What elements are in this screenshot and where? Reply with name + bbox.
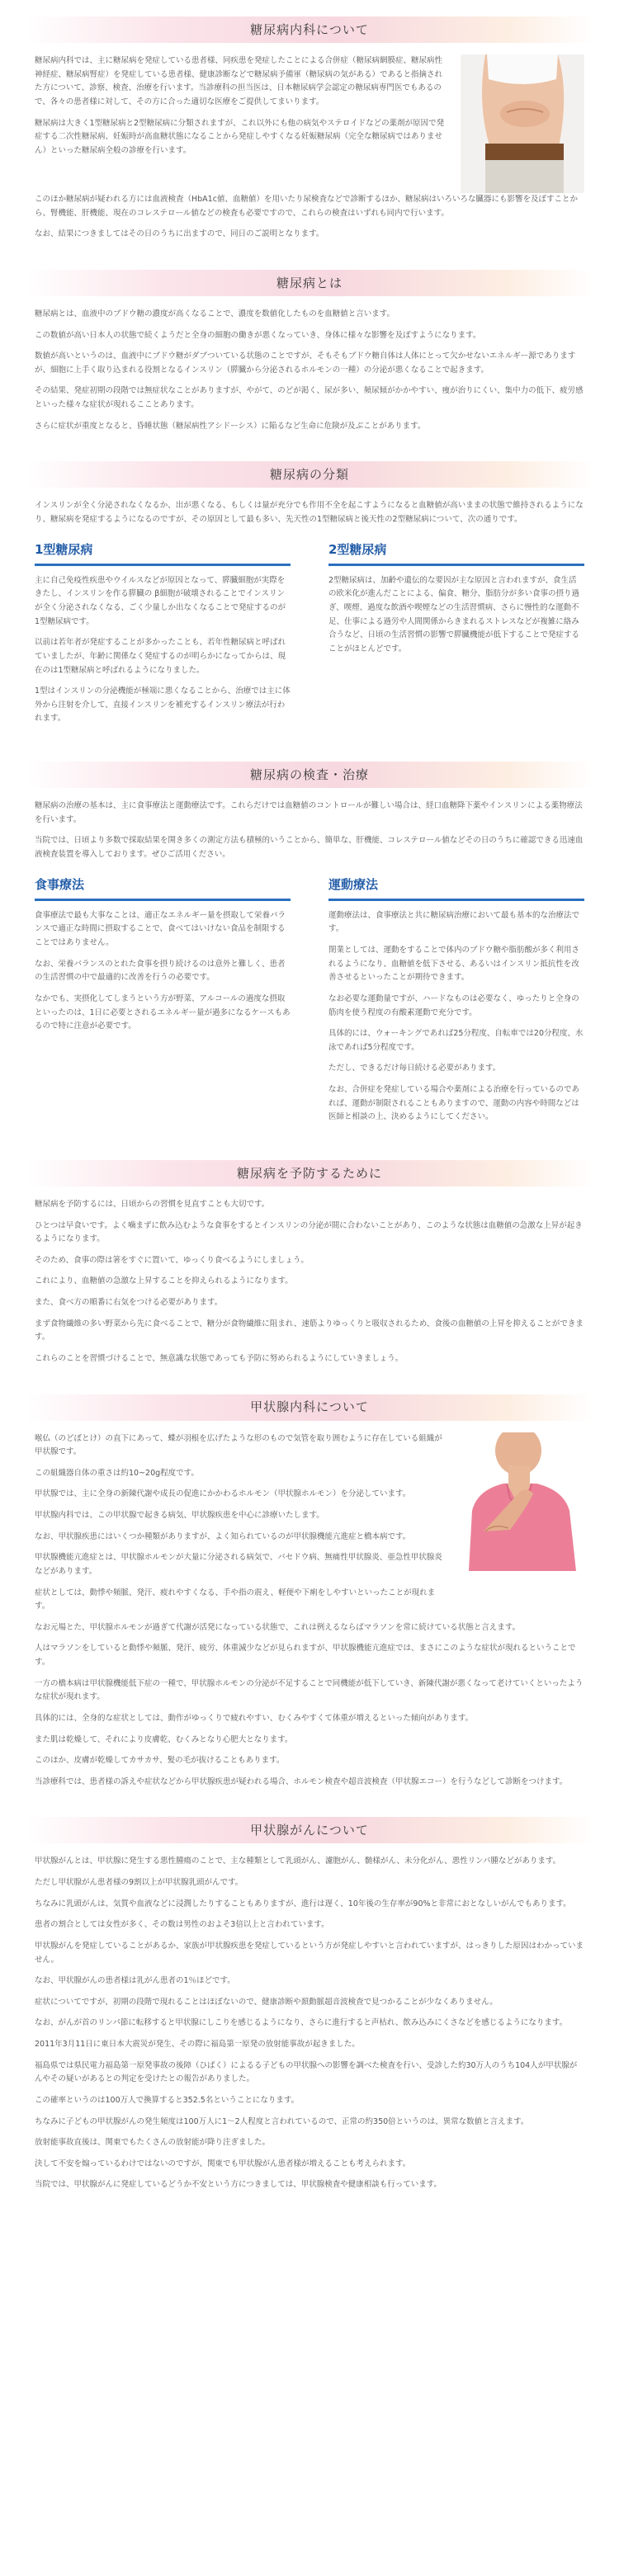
paragraph: 人はマラソンをしていると動悸や頻脈、発汗、疲労、体重減少などが見られますが、甲状腺機能亢進症では、まさにこのような症状が現れるということです。 xyxy=(35,1644,576,1667)
diet-column xyxy=(35,874,291,1132)
throat-photo xyxy=(461,1432,584,1571)
paragraph: 決して不安を煽っているわけではないのですが、関東でも甲状腺がん患者様が増えることも考えられます。 xyxy=(35,2158,411,2168)
paragraph: なかでも、実摂化してしまうという方が野菜、アルコールの過度な摂取といったのは、1日に必要とされるエネルギー量が過多になるケースもあるので特に注意が必要です。 xyxy=(35,993,291,1031)
thyroid-dept-row xyxy=(35,1432,584,1621)
type2-column xyxy=(328,539,584,734)
paragraph: また、食べ方の順番に右気をつける必要があります。 xyxy=(35,1298,223,1307)
section-title-thyroid-dept: 甲状腺内科について xyxy=(26,1394,593,1421)
paragraph: 甲状腺がんとは、甲状腺に発生する悪性腫瘍のことで、主な種類として乳頭がん、濾胞がん、髄様がん、未分化がん、悪性リンパ腫などがあります。 xyxy=(35,1857,561,1866)
section-exam-treatment xyxy=(35,762,584,1132)
section-diabetes-types xyxy=(35,461,584,734)
paragraph: ちなみに子どもの甲状腺がんの発生頻度は100万人に1～2人程度と言われているので、正常の約350倍というのは、異常な数値と言えます。 xyxy=(35,2116,529,2126)
paragraph: 喉仏（のどぼとけ）の直下にあって、蝶が羽根を広げたような形のもので気管を取り囲むように存在している組織が甲状腺です。 xyxy=(35,1433,442,1457)
paragraph: また肌は乾燥して、それにより皮膚乾、むくみとなり心肥大となります。 xyxy=(35,1734,293,1744)
paragraph: なお、結果につきましてはその日のうちに出ますので、同日のご説明となります。 xyxy=(35,229,324,239)
paragraph: 以前は若年者が発症することが多かったことも、若年性糖尿病と呼ばれていましたが、年齢に関係なく発症するのが明らかになってからは、現在のは1型糖尿病と呼ばれるようになりました。 xyxy=(35,638,286,675)
paragraph: さらに症状が重度となると、昏睡状態（糖尿病性アシドーシス）に陥るなど生命に危険が及ぶことがあります。 xyxy=(35,421,426,431)
paragraph: 1型はインスリンの分泌機能が極端に悪くなることから、治療では主に体外から注射を介して、直接インスリンを補充するインスリン療法が行われます。 xyxy=(35,686,291,724)
paragraph: 閉業としては、運動をすることで体内のブドウ糖や脂肪酸が多く利用されるようになり、血糖値を低下させる、あるいはインスリン抵抗性を改善させるといったことが期待できます。 xyxy=(328,946,580,983)
paragraph: 数値が高いというのは、血液中にブドウ糖がダブついている状態のことですが、そもそもブドウ糖自体は人体にとって欠かせないエネルギー源でありますが、細胞に上手く取り込まれる役割となるインスリン（膵臓から分泌されるホルモンの一種）の分泌が悪くなることで起きます。 xyxy=(35,351,576,375)
paragraph: なお、甲状腺疾患にはいくつか種類がありますが、よく知られているのが甲状腺機能亢進症と橋本病です。 xyxy=(35,1531,411,1541)
paragraph: 甲状腺がんを発症していることがあるか、家族が甲状腺疾患を発症しているという方が発症しやすいと言われていますが、はっきりした原因はわかっていません。 xyxy=(35,1941,584,1965)
paragraph: 具体的には、全身的な症状としては、動作がゆっくりで疲れやすい、むくみやすくて体重が増えるといった傾向があります。 xyxy=(35,1713,474,1723)
paragraph: このほか、皮膚が乾燥してカサカサ、髪の毛が抜けることもあります。 xyxy=(35,1756,285,1766)
section-thyroid-dept xyxy=(35,1394,584,1790)
paragraph: まず食物繊維の多い野菜から先に食べることで、糖分が食物繊維に阻まれ、速筋よりゆっくりと吸収されるため、食後の血糖値の上昇を抑えることができます。 xyxy=(35,1319,584,1342)
section-title-thyroid-cancer: 甲状腺がんについて xyxy=(26,1817,593,1843)
paragraph: 甲状腺では、主に全身の新陳代謝や成長の促進にかかわるホルモン（甲状腺ホルモン）を分泌しています。 xyxy=(35,1489,411,1499)
paragraph: なお、合併症を発症している場合や薬剤による治療を行っているのであれば、運動が制限されることもありますので、運動の内容や時間などは医師と相談の上、決めるようにしてください。 xyxy=(328,1085,580,1122)
type2-heading: 2型糖尿病 xyxy=(328,539,584,566)
exercise-column xyxy=(328,874,584,1132)
paragraph: 当院では、甲状腺がんに発症しているどうか不安という方につきましては、甲状腺検査や健康相談も行っています。 xyxy=(35,2180,442,2190)
paragraph: 運動療法は、食事療法と共に糖尿病治療において最も基本的な治療法です。 xyxy=(328,910,580,934)
paragraph: 甲状腺機能亢進症とは、甲状腺ホルモンが大量に分泌される病気で、バセドウ病、無痛性甲状腺炎、亜急性甲状腺炎などがあります。 xyxy=(35,1553,442,1576)
paragraph: その結果、発症初期の段階では無症状なことがありますが、やがて、のどが渇く、尿が多い、頻尿傾がかかやすい、痩が治りにくい、集中力の低下、疲労感といった様々な症状が現れるこことあります。 xyxy=(35,386,584,409)
section-thyroid-cancer xyxy=(35,1817,584,2192)
paragraph: なお、甲状腺がんの患者様は乳がん患者の1％ほどです。 xyxy=(35,1976,235,1986)
type1-column xyxy=(35,539,291,734)
paragraph: これにより、血糖値の急激な上昇することを抑えられるようになります。 xyxy=(35,1276,293,1286)
paragraph: 糖尿病は大きく1型糖尿病と2型糖尿病に分類されますが、これ以外にも他の病気やステロイドなどの薬剤が原因で発症する二次性糖尿病、妊娠時が高血糖状態になることから発症しやすくなる妊娠糖尿病（完全な糖尿病ではありません）といった糖尿病全般の診療を行います。 xyxy=(35,118,445,155)
paragraph: この確率というのは100万人で換算すると352.5名ということになります。 xyxy=(35,2095,300,2105)
paragraph: 福島県では県民電力福島第一原発事故の後障（ひばく）によるる子どもの甲状腺への影響を調べた検査を行い、受診した約30万人のうち104人が甲状腺がんやその疑いがあるとの判定を受けたとの報告がありました。 xyxy=(35,2060,578,2084)
section-title-exam-treatment: 糖尿病の検査・治療 xyxy=(26,762,593,788)
paragraph: 主に自己免疫性疾患やウイルスなどが原因となって、膵臓細胞が実際をきたし、インスリンを作る膵臓の β細胞が破壊されることでインスリンが全く分泌されなくなる、ごく少量しか出なくなることで発症するのが1型糖尿病です。 xyxy=(35,575,286,626)
paragraph: 甲状腺内科では、この甲状腺で起きる病気、甲状腺疾患を中心に診療いたします。 xyxy=(35,1511,324,1520)
paragraph: 糖尿病とは、血液中のブドウ糖の濃度が高くなることで、濃度を数値化したものを血糖値と言います。 xyxy=(35,309,395,318)
paragraph: 当院では、日頃より多数で採取結果を開き多くの測定方法も積極的いうことから、簡単な、肝機能、コレステロール値などその日のうちに確認できる迅速血液検査装置を導入しております。ぜひご活用ください。 xyxy=(35,836,584,859)
diabetes-types-columns xyxy=(35,539,584,734)
paragraph: ちなみに乳頭がんは、気質や血液などに浸潤したりすることもありますが、進行は遅く、10年後の生存率が90%と非常におとなしいがんでもあります。 xyxy=(35,1899,571,1908)
diabetes-dept-text xyxy=(35,54,446,193)
section-what-is-diabetes xyxy=(35,270,584,433)
paragraph: なお必要な運動量ですが、ハードなものは必要なく、ゆったりと全身の筋肉を使う程度の有酸素運動で充分です。 xyxy=(328,993,579,1017)
diet-heading: 食事療法 xyxy=(35,874,291,901)
paragraph: ただし甲状腺がん患者様の9割以上が甲状腺乳頭がんです。 xyxy=(35,1878,243,1887)
paragraph: なお、栄養バランスのとれた食事を摂り続けるのは意外と難しく、患者の生活習慣の中で最適的に改善を行うの必要です。 xyxy=(35,959,286,983)
paragraph: 症状についてですが、初期の段階で現れることはほぼないので、健康診断や頚動脈超音波検査で見つかることが少なくありません。 xyxy=(35,1997,498,2007)
paragraph: 当診療科では、患者様の訴えや症状などから甲状腺疾患が疑われる場合、ホルモン検査や超音波検査（甲状腺エコー）を行うなどして診断をつけます。 xyxy=(35,1776,568,1786)
paragraph: ただし、できるだけ毎日続ける必要があります。 xyxy=(328,1064,501,1073)
exercise-heading: 運動療法 xyxy=(328,874,584,901)
paragraph: これらのことを習慣づけることで、無意識な状態であっても予防に努められるようにしていきましょう。 xyxy=(35,1353,404,1363)
paragraph: なお元場とた、甲状腺ホルモンが過ぎて代謝が活発になっている状態で、これは例えるならばマラソンを常に続けている状態と言えます。 xyxy=(35,1622,521,1632)
paragraph: 症状としては、動悸や頻脈、発汗、疲れやすくなる、手や指の震え、軽便や下痢をしやすいといったことが現れます。 xyxy=(35,1588,436,1611)
section-title-what-is-diabetes: 糖尿病とは xyxy=(26,270,593,296)
paragraph: 2011年3月11日に東日本大震災が発生、その際に福島第一原発の放射能事故が起きました。 xyxy=(35,2040,360,2049)
paragraph: ひとつは早食いです。よく噛まずに飲み込むような食事をするとインスリンの分泌が間に合わないことがあり、このような状態は血糖値の急激な上昇が起きるようになります。 xyxy=(35,1220,583,1244)
paragraph: なお、がんが首のリンパ節に転移すると甲状腺にしこりを感じるようになり、さらに進行すると声枯れ、飲み込みにくさなどを感じるようになります。 xyxy=(35,2018,568,2028)
paragraph: 放射能事故直後は、関東でもたくさんの放射能が降り注ぎました。 xyxy=(35,2138,271,2148)
diabetes-dept-row xyxy=(35,54,584,193)
section-title-diabetes-types: 糖尿病の分類 xyxy=(26,461,593,488)
paragraph: 2型糖尿病は、加齢や遺伝的な要因が主な原因と言われますが、食生活の欧米化が進んだことによる、偏食、糖分、脂肪分が多い食事の摂り過ぎ、喫煙、過度な飲酒や喫煙などの生活習慣病、さらに慢性的な運動不足、仕事による過労や人間関係からきまれるストレスなどが複雑に絡み合うなど、日頃の生活習慣の影響で膵臓機能が低下することで発症することがほとんどです。 xyxy=(328,575,580,653)
paragraph: 糖尿病の治療の基本は、主に食事療法と運動療法です。これらだけでは血糖値のコントロールが難しい場合は、経口血糖降下薬やインスリンによる薬物療法を行います。 xyxy=(35,801,583,824)
section-title-prevention: 糖尿病を予防するために xyxy=(26,1160,593,1187)
stomach-photo xyxy=(461,54,584,193)
paragraph: 糖尿病内科では、主に糖尿病を発症している患者様、同疾患を発症したことによる合併症（糖尿病網膜症、糖尿病性神経症、糖尿病腎症）を発症している患者様、健康診断などで糖尿病予備軍（糖尿病の気がある）であると指摘された方について、診察、検査、治療を行います。当診療科の担当医は、日本糖尿病学会認定の糖尿病専門医でもあるので、各々の患者様に対して、その方に合った適切な医療をご提供してまいります。 xyxy=(35,56,443,106)
type1-heading: 1型糖尿病 xyxy=(35,539,291,566)
thyroid-dept-text xyxy=(35,1432,446,1621)
paragraph: 食事療法で最も大事なことは、適正なエネルギー量を摂取して栄養バランスで適正な時間に摂取することで、食べてはいけない食品を制限することではありません。 xyxy=(35,910,286,947)
treatment-columns xyxy=(35,874,584,1132)
section-title-diabetes-dept: 糖尿病内科について xyxy=(26,17,593,43)
paragraph: 患者の割合としては女性が多く、その数は男性のおよそ3倍以上と言われています。 xyxy=(35,1920,329,1930)
section-diabetes-dept xyxy=(35,17,584,242)
paragraph: このほか糖尿病が疑われる方には血液検査（HbA1c値、血糖値）を用いたり尿検査などで診断するほか、糖尿病はいろいろな臓器にも影響を及ぼすことから、腎機能、肝機能、現在のコレステロール値などの検査も必要ですので、これらの検査はいずれも同内で行います。 xyxy=(35,195,578,218)
paragraph: そのため、食事の際は箸をすぐに置いて、ゆっくり食べるようにしましょう。 xyxy=(35,1255,309,1265)
paragraph: インスリンが全く分泌されなくなるか、出が悪くなる、もしくは量が充分でも作用不全を起こすようになると血糖値が高いままの状態で維持されるようになり、糖尿病を発症するようになるのですが、その原因として最も多い、先天性の1型糖尿病と後天性の2型糖尿病について、次の通りです。 xyxy=(35,501,584,524)
paragraph: 具体的には、ウォーキングであれば25分程度、自転車では20分程度、水泳であれば5分程度です。 xyxy=(328,1029,584,1052)
paragraph: この組織器自体の重さは約10~20g程度です。 xyxy=(35,1468,199,1478)
section-prevention xyxy=(35,1160,584,1366)
paragraph: 一方の橋本病は甲状腺機能低下症の一種で、甲状腺ホルモンの分泌が不足することで同機能が低下していき、新陳代謝が悪くなって老けていくといったような症状が現れます。 xyxy=(35,1678,584,1702)
paragraph: この数値が高い日本人の状態で続くようだと全身の細胞の働きが悪くなっていき、身体に様々な影響を及ぼすようになります。 xyxy=(35,330,481,340)
paragraph: 糖尿病を予防するには、日頃からの習慣を見直すことも大切です。 xyxy=(35,1199,270,1209)
